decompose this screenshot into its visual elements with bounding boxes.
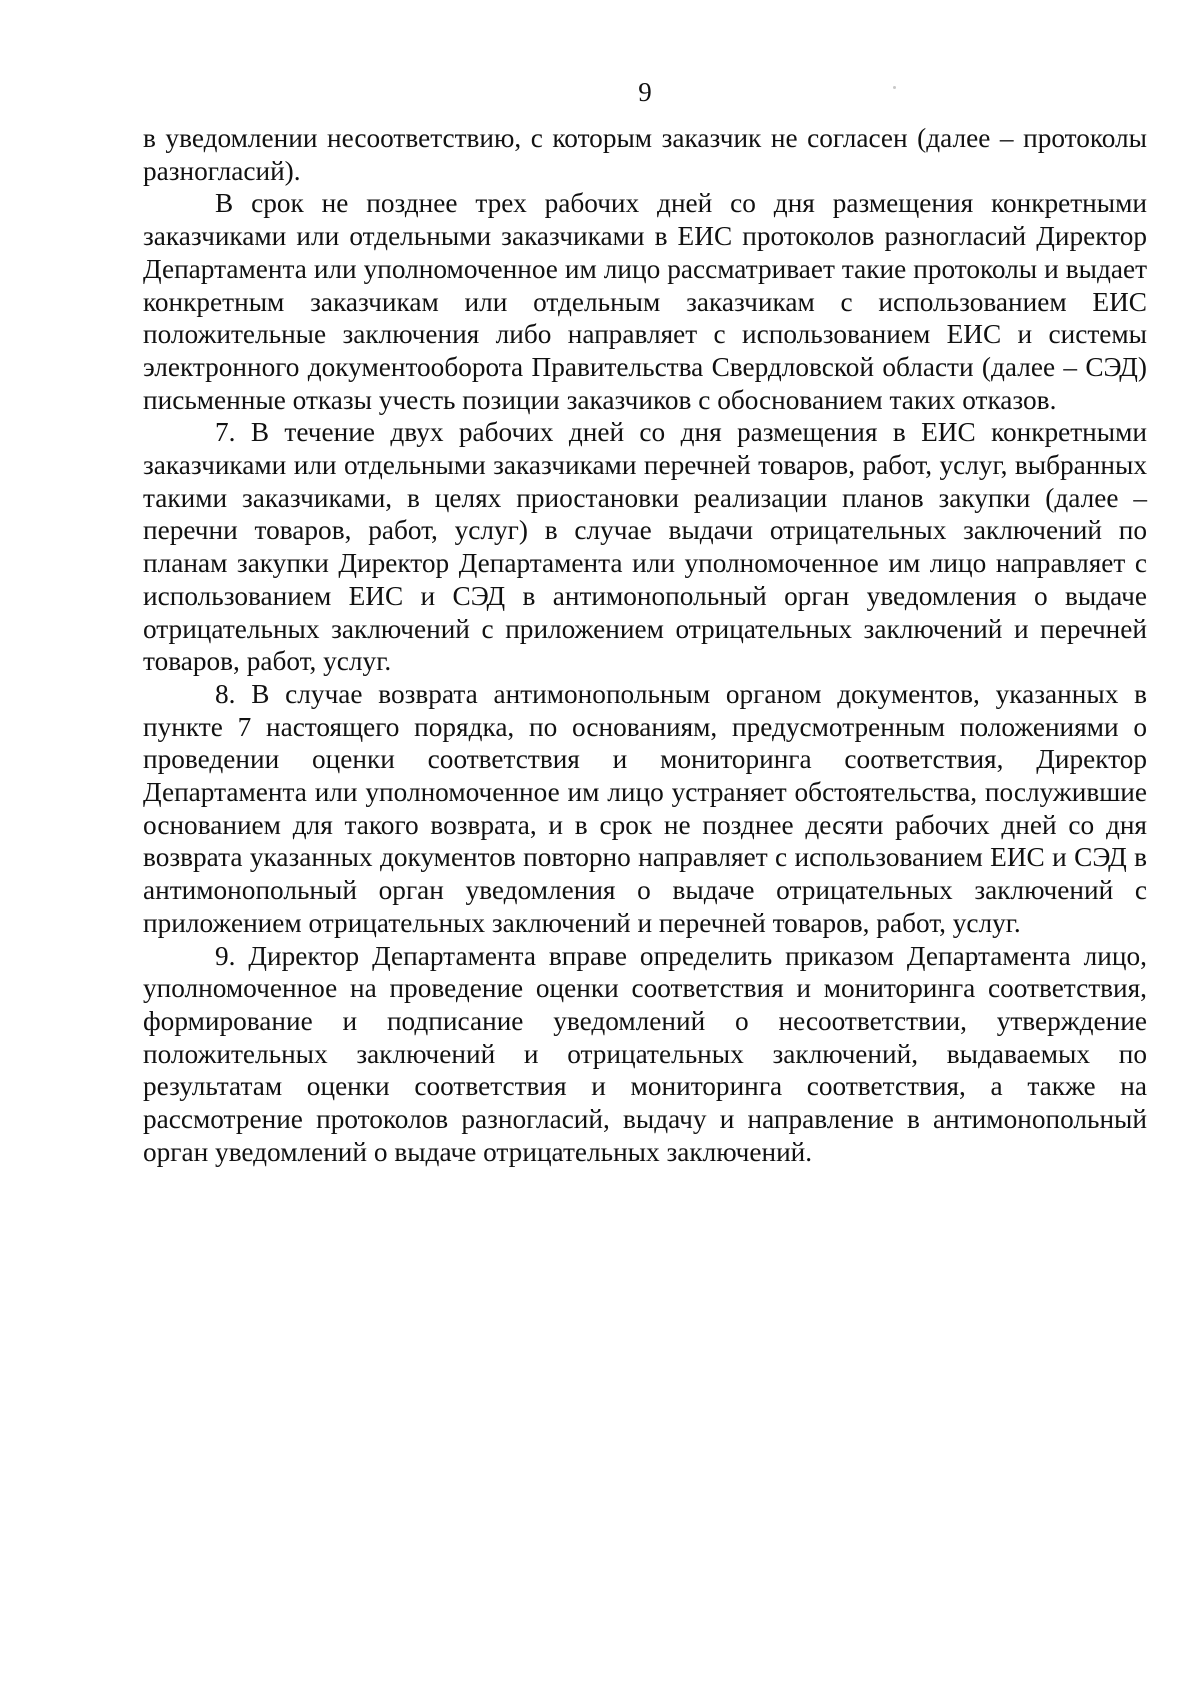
paragraph-item-7: 7. В течение двух рабочих дней со дня размещения в ЕИС конкретными заказчиками или отдельными заказчиками перечней товаров, работ, услуг, выбранных такими заказчиками, в целях приостановки реализации планов закупки (далее – перечни товаров, работ, услуг) в случае выдачи отрицательных заключений по планам закупки Директор Департамента или уполномоченное им лицо направляет с использованием ЕИС и СЭД в антимонопольный орган уведомления о выдаче отрицательных заключений с приложением отрицательных заключений и перечней товаров, работ, услуг. xyxy=(143,417,1147,677)
page-number: 9 xyxy=(638,77,652,107)
paragraph-item-9: 9. Директор Департамента вправе определить приказом Департамента лицо, уполномоченное на проведение оценки соответствия и мониторинга соответствия, формирование и подписание уведомлений о несоответствии, утверждение положительных заключений и отрицательных заключений, выдаваемых по результатам оценки соответствия и мониторинга соответствия, а также на рассмотрение протоколов разногласий, выдачу и направление в антимонопольный орган уведомлений о выдаче отрицательных заключений. xyxy=(143,940,1147,1167)
document-body xyxy=(143,122,1147,1169)
paragraph-item-8: 8. В случае возврата антимонопольным органом документов, указанных в пункте 7 настоящего порядка, по основаниям, предусмотренным положениями о проведении оценки соответствия и мониторинга соответствия, Директор Департамента или уполномоченное им лицо устраняет обстоятельства, послужившие основанием для такого возврата, и в срок не позднее десяти рабочих дней со дня возврата указанных документов повторно направляет с использованием ЕИС и СЭД в антимонопольный орган уведомления о выдаче отрицательных заключений с приложением отрицательных заключений и перечней товаров, работ, услуг. xyxy=(143,678,1147,938)
paragraph-disagreement-protocols: В срок не позднее трех рабочих дней со дня размещения конкретными заказчиками или отдельными заказчиками в ЕИС протоколов разногласий Директор Департамента или уполномоченное им лицо рассматривает такие протоколы и выдает конкретным заказчикам или отдельным заказчикам с использованием ЕИС положительные заключения либо направляет с использованием ЕИС и системы электронного документооборота Правительства Свердловской области (далее – СЭД) письменные отказы учесть позиции заказчиков с обоснованием таких отказов. xyxy=(143,188,1147,415)
paragraph-continuation: в уведомлении несоответствию, с которым заказчик не согласен (далее – протоколы разногласий). xyxy=(143,123,1147,186)
